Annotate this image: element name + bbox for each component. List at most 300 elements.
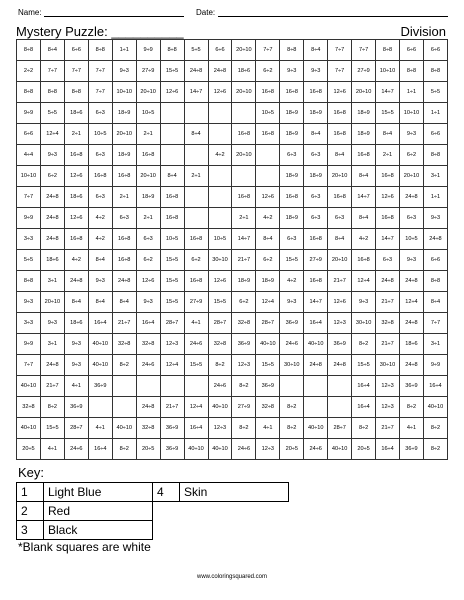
grid-cell: 8÷4 — [256, 229, 280, 250]
grid-cell: 2÷1 — [232, 208, 256, 229]
grid-cell: 28÷7 — [328, 418, 352, 439]
grid-cell: 32÷8 — [112, 334, 136, 355]
grid-cell: 15÷5 — [160, 271, 184, 292]
grid-cell: 8÷8 — [17, 82, 41, 103]
grid-cell: 9÷9 — [17, 103, 41, 124]
grid-cell: 16÷8 — [304, 271, 328, 292]
grid-cell: 6÷3 — [304, 208, 328, 229]
grid-cell: 15÷5 — [160, 292, 184, 313]
grid-row — [17, 250, 448, 271]
grid-cell: 16÷8 — [112, 250, 136, 271]
footer-url: www.coloringsquared.com — [196, 574, 268, 580]
grid-cell: 3÷3 — [17, 313, 41, 334]
grid-cell: 24÷8 — [136, 397, 160, 418]
grid-cell: 24÷8 — [208, 61, 232, 82]
grid-row — [17, 334, 448, 355]
grid-row — [17, 40, 448, 61]
grid-cell: 16÷8 — [88, 166, 112, 187]
grid-cell — [256, 166, 280, 187]
grid-cell: 18÷9 — [304, 103, 328, 124]
grid-cell: 24÷8 — [40, 187, 64, 208]
grid-cell: 8÷2 — [112, 439, 136, 460]
grid-cell: 4÷1 — [88, 418, 112, 439]
grid-cell: 6÷2 — [256, 250, 280, 271]
grid-row — [17, 292, 448, 313]
grid-cell: 18÷6 — [64, 103, 88, 124]
grid-cell: 16÷8 — [328, 124, 352, 145]
grid-cell: 9÷3 — [88, 271, 112, 292]
grid-cell: 12÷6 — [160, 82, 184, 103]
grid-cell: 40÷10 — [256, 334, 280, 355]
grid-cell: 14÷7 — [352, 187, 376, 208]
grid-cell: 10÷10 — [376, 61, 400, 82]
grid-cell: 8÷2 — [352, 334, 376, 355]
grid-cell: 24÷6 — [304, 439, 328, 460]
grid-cell: 16÷8 — [232, 124, 256, 145]
grid-cell: 8÷4 — [88, 250, 112, 271]
grid-cell: 12÷4 — [256, 292, 280, 313]
grid-cell: 8÷2 — [400, 397, 424, 418]
key-color: Black — [44, 521, 153, 540]
grid-cell — [328, 376, 352, 397]
grid-cell: 16÷8 — [256, 82, 280, 103]
grid-cell: 8÷8 — [423, 145, 447, 166]
grid-cell: 20÷10 — [40, 292, 64, 313]
grid-cell: 16÷8 — [256, 124, 280, 145]
grid-cell: 21÷7 — [160, 397, 184, 418]
grid-row — [17, 124, 448, 145]
grid-cell: 8÷8 — [40, 82, 64, 103]
grid-cell: 8÷4 — [304, 40, 328, 61]
grid-cell: 20÷10 — [232, 40, 256, 61]
grid-cell: 10÷5 — [400, 229, 424, 250]
key-title: Key: — [18, 465, 45, 480]
grid-cell: 8÷8 — [88, 40, 112, 61]
grid-cell: 24÷8 — [184, 61, 208, 82]
grid-cell: 18÷9 — [280, 124, 304, 145]
grid-cell: 18÷9 — [232, 271, 256, 292]
grid-cell: 8÷2 — [280, 418, 304, 439]
grid-cell: 32÷8 — [136, 418, 160, 439]
grid-cell: 6÷3 — [136, 229, 160, 250]
grid-row — [17, 187, 448, 208]
grid-cell: 20÷10 — [232, 82, 256, 103]
grid-cell: 8÷8 — [423, 271, 447, 292]
grid-cell: 18÷9 — [352, 124, 376, 145]
grid-row — [17, 208, 448, 229]
grid-cell: 20÷5 — [136, 439, 160, 460]
grid-cell: 8÷2 — [423, 418, 447, 439]
header-row — [16, 6, 448, 20]
grid-cell: 8÷2 — [232, 418, 256, 439]
grid-cell: 21÷7 — [376, 418, 400, 439]
grid-cell: 36÷9 — [88, 376, 112, 397]
grid-cell: 6÷3 — [280, 145, 304, 166]
grid-cell: 18÷6 — [40, 250, 64, 271]
grid-row — [17, 82, 448, 103]
grid-cell — [160, 124, 184, 145]
grid-cell: 14÷7 — [376, 82, 400, 103]
grid-cell: 7÷7 — [88, 82, 112, 103]
grid-cell: 2÷1 — [136, 208, 160, 229]
grid-cell: 8÷8 — [280, 40, 304, 61]
grid-cell: 8÷8 — [17, 271, 41, 292]
grid-cell: 9÷9 — [136, 40, 160, 61]
grid-cell: 15÷5 — [160, 250, 184, 271]
grid-cell: 12÷3 — [328, 313, 352, 334]
grid-cell: 18÷9 — [256, 271, 280, 292]
grid-cell: 20÷10 — [136, 166, 160, 187]
grid-cell: 16÷8 — [352, 145, 376, 166]
grid-cell: 15÷5 — [256, 355, 280, 376]
grid-cell: 4÷1 — [400, 418, 424, 439]
grid-cell: 16÷4 — [88, 439, 112, 460]
grid-cell: 24÷8 — [40, 355, 64, 376]
grid-cell: 27÷9 — [352, 61, 376, 82]
grid-cell: 16÷8 — [64, 229, 88, 250]
grid-cell: 14÷7 — [184, 82, 208, 103]
grid-cell: 7÷7 — [17, 187, 41, 208]
grid-cell: 40÷10 — [112, 418, 136, 439]
key-number: 1 — [17, 483, 44, 502]
grid-cell: 28÷7 — [160, 313, 184, 334]
grid-cell: 16÷4 — [88, 313, 112, 334]
grid-cell: 24÷6 — [208, 376, 232, 397]
grid-cell: 12÷6 — [328, 292, 352, 313]
grid-cell: 24÷8 — [400, 187, 424, 208]
grid-cell: 8÷2 — [232, 376, 256, 397]
grid-cell — [184, 376, 208, 397]
key-row — [17, 502, 289, 521]
grid-cell: 18÷9 — [112, 145, 136, 166]
grid-cell: 12÷3 — [376, 376, 400, 397]
grid-cell: 9÷9 — [17, 334, 41, 355]
grid-cell: 20÷10 — [328, 166, 352, 187]
grid-cell: 1÷1 — [423, 187, 447, 208]
key-row — [17, 521, 289, 540]
grid-cell: 4÷2 — [280, 271, 304, 292]
grid-cell: 1÷1 — [423, 103, 447, 124]
grid-cell: 27÷9 — [136, 61, 160, 82]
grid-cell — [184, 145, 208, 166]
grid-cell: 24÷6 — [136, 355, 160, 376]
grid-cell: 9÷3 — [40, 313, 64, 334]
grid-cell: 15÷5 — [184, 355, 208, 376]
grid-cell: 6÷3 — [400, 208, 424, 229]
grid-cell: 16÷8 — [280, 187, 304, 208]
grid-cell: 21÷7 — [328, 271, 352, 292]
grid-cell: 6÷3 — [304, 145, 328, 166]
key-color: Red — [44, 502, 153, 521]
grid-cell: 36÷9 — [64, 397, 88, 418]
grid-cell: 18÷6 — [64, 313, 88, 334]
grid-cell: 4÷1 — [64, 376, 88, 397]
name-label: Name: — [18, 8, 42, 17]
grid-cell: 24÷6 — [232, 439, 256, 460]
grid-cell: 9÷9 — [423, 355, 447, 376]
key-table — [16, 482, 289, 540]
grid-cell: 9÷3 — [352, 292, 376, 313]
grid-cell: 4÷1 — [256, 418, 280, 439]
grid-cell: 6÷3 — [304, 187, 328, 208]
grid-cell: 30÷10 — [280, 355, 304, 376]
grid-cell: 24÷8 — [112, 271, 136, 292]
grid-cell: 8÷4 — [376, 124, 400, 145]
grid-cell: 20÷10 — [352, 82, 376, 103]
grid-cell: 18÷9 — [304, 166, 328, 187]
grid-cell: 8÷4 — [352, 166, 376, 187]
grid-cell: 4÷2 — [64, 250, 88, 271]
grid-cell: 9÷3 — [423, 208, 447, 229]
key-row — [17, 483, 289, 502]
key-color: Light Blue — [44, 483, 153, 502]
grid-row — [17, 355, 448, 376]
grid-cell: 12÷3 — [232, 355, 256, 376]
grid-cell: 10÷5 — [88, 124, 112, 145]
grid-cell: 8÷4 — [304, 124, 328, 145]
grid-cell: 36÷9 — [232, 334, 256, 355]
grid-cell: 20÷10 — [136, 82, 160, 103]
grid-cell: 24÷6 — [280, 334, 304, 355]
grid-cell — [328, 397, 352, 418]
grid-cell: 12÷4 — [40, 124, 64, 145]
grid-cell — [112, 397, 136, 418]
grid-cell: 7÷7 — [423, 313, 447, 334]
grid-cell: 15÷5 — [280, 250, 304, 271]
grid-cell: 40÷10 — [88, 355, 112, 376]
grid-cell: 12÷3 — [160, 334, 184, 355]
grid-cell: 15÷5 — [40, 418, 64, 439]
grid-cell: 16÷4 — [423, 376, 447, 397]
grid-cell: 24÷8 — [400, 313, 424, 334]
grid-row — [17, 313, 448, 334]
grid-cell: 15÷5 — [208, 292, 232, 313]
grid-cell: 24÷8 — [304, 355, 328, 376]
grid-cell: 5÷5 — [40, 103, 64, 124]
grid-cell: 32÷8 — [17, 397, 41, 418]
grid-cell: 12÷6 — [64, 166, 88, 187]
grid-cell: 9÷3 — [64, 334, 88, 355]
grid-cell: 8÷4 — [64, 292, 88, 313]
grid-cell — [304, 397, 328, 418]
grid-cell — [184, 187, 208, 208]
grid-cell: 5÷5 — [423, 82, 447, 103]
grid-cell: 36÷9 — [280, 313, 304, 334]
grid-cell: 2÷1 — [64, 124, 88, 145]
grid-row — [17, 166, 448, 187]
grid-row — [17, 271, 448, 292]
grid-cell: 6÷6 — [423, 40, 447, 61]
grid-cell: 4÷2 — [352, 229, 376, 250]
grid-cell: 14÷7 — [304, 292, 328, 313]
grid-cell — [208, 124, 232, 145]
grid-cell: 40÷10 — [184, 439, 208, 460]
grid-cell: 2÷2 — [17, 61, 41, 82]
grid-cell: 4÷2 — [256, 208, 280, 229]
grid-cell: 12÷6 — [328, 82, 352, 103]
grid-cell: 30÷10 — [376, 355, 400, 376]
grid-cell — [232, 103, 256, 124]
grid-cell: 16÷8 — [304, 82, 328, 103]
grid-cell: 8÷4 — [88, 292, 112, 313]
grid-cell: 16÷8 — [328, 103, 352, 124]
grid-cell: 10÷5 — [208, 229, 232, 250]
grid-cell: 9÷3 — [112, 61, 136, 82]
grid-cell: 6÷2 — [184, 250, 208, 271]
grid-cell: 6÷3 — [112, 208, 136, 229]
grid-cell: 12÷6 — [208, 271, 232, 292]
grid-cell: 18÷9 — [280, 166, 304, 187]
grid-cell: 6÷2 — [232, 292, 256, 313]
grid-cell: 14÷7 — [232, 229, 256, 250]
key-number: 4 — [153, 483, 180, 502]
grid-cell: 18÷9 — [280, 103, 304, 124]
grid-cell: 6÷3 — [328, 208, 352, 229]
grid-cell: 32÷8 — [376, 313, 400, 334]
grid-cell: 40÷10 — [88, 334, 112, 355]
grid-cell: 7÷7 — [328, 61, 352, 82]
grid-cell: 16÷4 — [304, 313, 328, 334]
grid-row — [17, 439, 448, 460]
grid-cell: 24÷8 — [423, 229, 447, 250]
grid-cell — [184, 103, 208, 124]
grid-cell: 10÷5 — [136, 103, 160, 124]
grid-cell: 16÷8 — [136, 145, 160, 166]
grid-cell: 16÷4 — [184, 418, 208, 439]
grid-cell: 12÷3 — [376, 397, 400, 418]
grid-cell: 20÷10 — [112, 124, 136, 145]
grid-cell: 32÷8 — [136, 334, 160, 355]
grid-cell: 16÷8 — [328, 187, 352, 208]
grid-cell: 40÷10 — [17, 418, 41, 439]
grid-cell: 7÷7 — [64, 61, 88, 82]
grid-cell: 9÷3 — [400, 124, 424, 145]
grid-cell: 10÷10 — [112, 82, 136, 103]
grid-cell: 21÷7 — [40, 376, 64, 397]
grid-cell: 27÷9 — [232, 397, 256, 418]
grid-cell — [256, 145, 280, 166]
grid-cell: 9÷3 — [40, 145, 64, 166]
grid-cell: 24÷8 — [40, 229, 64, 250]
grid-cell: 40÷10 — [304, 334, 328, 355]
key-number: 3 — [17, 521, 44, 540]
grid-cell: 36÷9 — [160, 439, 184, 460]
grid-cell: 18÷9 — [352, 103, 376, 124]
grid-cell: 2÷1 — [136, 124, 160, 145]
grid-row — [17, 61, 448, 82]
grid-cell: 2÷1 — [376, 145, 400, 166]
grid-row — [17, 103, 448, 124]
grid-cell: 36÷9 — [400, 376, 424, 397]
grid-cell — [232, 166, 256, 187]
grid-cell: 28÷7 — [256, 313, 280, 334]
grid-cell: 16÷4 — [136, 313, 160, 334]
grid-cell: 6÷6 — [400, 40, 424, 61]
grid-cell: 16÷4 — [376, 439, 400, 460]
grid-cell: 20÷10 — [400, 166, 424, 187]
grid-cell: 4÷2 — [88, 208, 112, 229]
grid-cell: 6÷6 — [208, 40, 232, 61]
grid-cell: 16÷4 — [352, 397, 376, 418]
grid-cell: 6÷6 — [423, 250, 447, 271]
grid-cell: 12÷6 — [64, 208, 88, 229]
grid-cell: 36÷9 — [256, 376, 280, 397]
grid-cell: 8÷4 — [328, 145, 352, 166]
grid-cell: 6÷6 — [17, 124, 41, 145]
grid-cell: 24÷8 — [400, 271, 424, 292]
grid-cell: 9÷3 — [304, 61, 328, 82]
grid-cell: 12÷4 — [352, 271, 376, 292]
grid-cell: 36÷9 — [400, 439, 424, 460]
grid-cell: 27÷9 — [304, 250, 328, 271]
grid-cell: 8÷8 — [376, 40, 400, 61]
grid-cell — [112, 376, 136, 397]
grid-cell: 14÷7 — [376, 229, 400, 250]
grid-cell: 12÷3 — [256, 439, 280, 460]
grid-cell: 7÷7 — [328, 40, 352, 61]
grid-cell — [160, 103, 184, 124]
grid-cell — [208, 187, 232, 208]
grid-cell: 2÷1 — [112, 187, 136, 208]
date-label: Date: — [196, 8, 216, 17]
grid-cell: 8÷2 — [112, 355, 136, 376]
blank-squares-note: *Blank squares are white — [18, 540, 151, 554]
grid-row — [17, 418, 448, 439]
grid-cell: 16÷8 — [280, 82, 304, 103]
grid-cell — [88, 397, 112, 418]
grid-cell: 8÷4 — [184, 124, 208, 145]
grid-cell: 10÷5 — [160, 229, 184, 250]
grid-row — [17, 229, 448, 250]
grid-cell: 16÷8 — [160, 208, 184, 229]
grid-cell: 8÷2 — [423, 439, 447, 460]
grid-cell: 6÷3 — [88, 145, 112, 166]
grid-cell: 8÷4 — [423, 292, 447, 313]
grid-cell: 18÷6 — [64, 187, 88, 208]
grid-cell: 8÷2 — [40, 397, 64, 418]
grid-cell: 12÷6 — [208, 82, 232, 103]
grid-row — [17, 397, 448, 418]
grid-cell: 12÷3 — [208, 418, 232, 439]
grid-cell: 16÷8 — [352, 250, 376, 271]
grid-cell: 6÷6 — [64, 40, 88, 61]
grid-cell: 9÷3 — [280, 61, 304, 82]
grid-cell: 1÷1 — [112, 40, 136, 61]
grid-cell: 9÷3 — [64, 355, 88, 376]
grid-cell — [280, 376, 304, 397]
grid-cell: 5÷5 — [184, 40, 208, 61]
grid-cell: 8÷8 — [423, 61, 447, 82]
grid-cell: 24÷6 — [64, 439, 88, 460]
grid-cell: 4÷4 — [17, 145, 41, 166]
grid-cell: 16÷8 — [64, 145, 88, 166]
grid-cell: 24÷6 — [184, 334, 208, 355]
grid-cell: 10÷10 — [400, 103, 424, 124]
grid-cell: 16÷8 — [376, 166, 400, 187]
grid-cell: 15÷5 — [376, 103, 400, 124]
grid-cell: 6÷3 — [280, 229, 304, 250]
grid-cell: 8÷4 — [112, 292, 136, 313]
grid-cell: 21÷7 — [112, 313, 136, 334]
grid-cell: 27÷9 — [184, 292, 208, 313]
grid-cell: 30÷10 — [208, 250, 232, 271]
grid-cell: 40÷10 — [17, 376, 41, 397]
grid-cell: 28÷7 — [64, 418, 88, 439]
grid-cell: 24÷8 — [64, 271, 88, 292]
grid-cell — [184, 208, 208, 229]
key-color: Skin — [180, 483, 289, 502]
grid-cell: 9÷3 — [136, 292, 160, 313]
